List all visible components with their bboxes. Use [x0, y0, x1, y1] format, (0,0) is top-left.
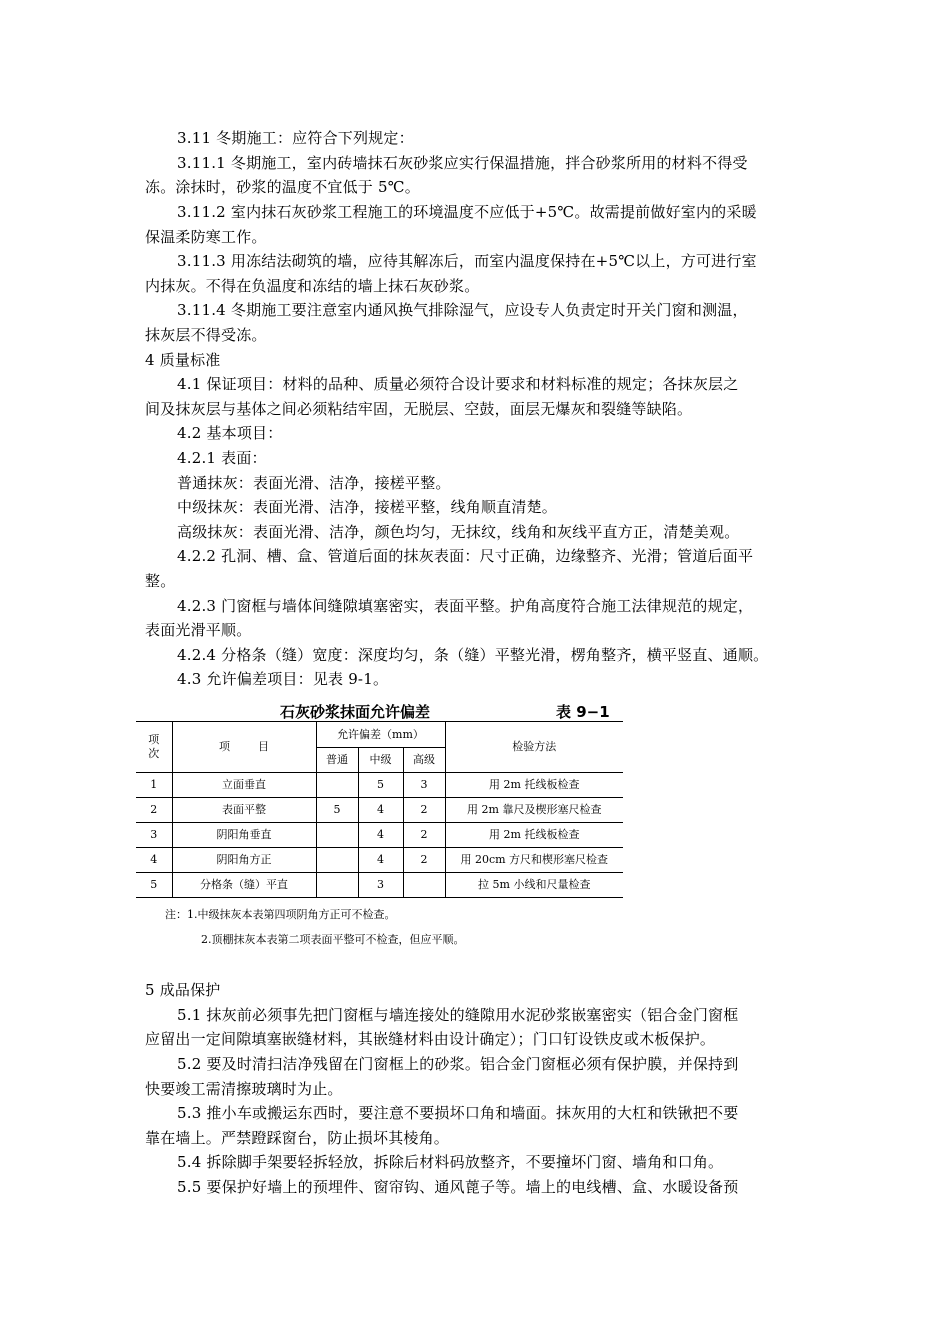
header-no: 项 次: [136, 722, 172, 773]
header-item: 项 目: [172, 722, 316, 773]
cell-medium: 4: [358, 848, 403, 873]
cell-item: 表面平整: [172, 798, 316, 823]
text-line: 中级抹灰：表面光滑、洁净，接槎平整，线角顺直清楚。: [177, 498, 558, 516]
header-normal: 普通: [316, 748, 358, 773]
cell-no: 1: [136, 773, 172, 798]
text-line: 4.2.2 孔洞、槽、盒、管道后面的抹灰表面：尺寸正确，边缘整齐、光滑；管道后面平: [177, 547, 754, 565]
cell-no: 5: [136, 873, 172, 898]
header-method: 检验方法: [445, 722, 623, 773]
table-row: [136, 773, 623, 798]
text-line: 4.2.1 表面：: [177, 449, 267, 467]
cell-normal: [316, 873, 358, 898]
text-line: 4.1 保证项目：材料的品种、质量必须符合设计要求和材料标准的规定；各抹灰层之: [177, 375, 739, 393]
cell-normal: [316, 848, 358, 873]
text-line: 3.11 冬期施工：应符合下列规定：: [177, 129, 414, 147]
text-line: 表面光滑平顺。: [145, 621, 252, 639]
text-line: 5.2 要及时清扫洁净残留在门窗框上的砂浆。铝合金门窗框必须有保护膜，并保持到: [177, 1055, 739, 1073]
text-line: 应留出一定间隙填塞嵌缝材料，其嵌缝材料由设计确定）；门口钉设铁皮或木板保护。: [145, 1030, 716, 1048]
text-line: 冻。涂抹时，砂浆的温度不宜低于 5℃。: [145, 178, 420, 196]
header-tolerance: 允许偏差（mm）: [316, 722, 445, 748]
table-row: [136, 798, 623, 823]
text-line: 快要竣工需清擦玻璃时为止。: [145, 1080, 343, 1098]
table-note: 2.顶棚抹灰本表第二项表面平整可不检查，但应平顺。: [201, 933, 465, 946]
text-line: 4.2.3 门窗框与墙体间缝隙填塞密实，表面平整。护角高度符合施工法律规范的规定，: [177, 597, 754, 615]
section-heading: 4 质量标准: [145, 351, 221, 369]
table-title: 石灰砂浆抹面允许偏差: [280, 703, 431, 721]
cell-item: 阴阳角方正: [172, 848, 316, 873]
text-line: 3.11.1 冬期施工，室内砖墙抹石灰砂浆应实行保温措施，拌合砂浆所用的材料不得受: [177, 154, 748, 172]
table-header-row: [136, 722, 623, 748]
cell-item: 阴阳角垂直: [172, 823, 316, 848]
cell-medium: 5: [358, 773, 403, 798]
cell-method: 用 2m 托线板检查: [445, 773, 623, 798]
text-line: 5.5 要保护好墙上的预埋件、窗帘钩、通风蓖子等。墙上的电线槽、盒、水暖设备预: [177, 1178, 739, 1196]
cell-normal: 5: [316, 798, 358, 823]
cell-medium: 3: [358, 873, 403, 898]
text-line: 抹灰层不得受冻。: [145, 326, 267, 344]
cell-normal: [316, 823, 358, 848]
table-number: 表 9−1: [556, 703, 610, 721]
text-line: 3.11.2 室内抹石灰砂浆工程施工的环境温度不应低于+5℃。故需提前做好室内的采暖: [177, 203, 757, 221]
text-line: 普通抹灰：表面光滑、洁净，接槎平整。: [177, 474, 451, 492]
cell-item: 立面垂直: [172, 773, 316, 798]
table-row: [136, 873, 623, 898]
section-heading: 5 成品保护: [145, 981, 221, 999]
text-line: 间及抹灰层与基体之间必须粘结牢固，无脱层、空鼓，面层无爆灰和裂缝等缺陷。: [145, 400, 693, 418]
text-line: 3.11.3 用冻结法砌筑的墙，应待其解冻后，而室内温度保持在+5℃以上，方可进行室: [177, 252, 757, 270]
text-line: 靠在墙上。严禁蹬踩窗台，防止损坏其棱角。: [145, 1129, 450, 1147]
header-high: 高级: [403, 748, 445, 773]
text-line: 5.4 拆除脚手架要轻拆轻放，拆除后材料码放整齐，不要撞坏门窗、墙角和口角。: [177, 1153, 724, 1171]
cell-no: 4: [136, 848, 172, 873]
table-row: [136, 823, 623, 848]
text-line: 保温柔防寒工作。: [145, 228, 267, 246]
cell-high: 2: [403, 798, 445, 823]
text-line: 高级抹灰：表面光滑、洁净，颜色均匀，无抹纹，线角和灰线平直方正，清楚美观。: [177, 523, 740, 541]
text-line: 内抹灰。不得在负温度和冻结的墙上抹石灰砂浆。: [145, 277, 480, 295]
cell-high: [403, 873, 445, 898]
cell-method: 用 2m 托线板检查: [445, 823, 623, 848]
text-line: 4.2 基本项目：: [177, 424, 283, 442]
cell-normal: [316, 773, 358, 798]
text-line: 3.11.4 冬期施工要注意室内通风换气排除湿气，应设专人负责定时开关门窗和测温，: [177, 301, 748, 319]
text-line: 整。: [145, 572, 176, 590]
text-line: 4.2.4 分格条（缝）宽度：深度均匀，条（缝）平整光滑，楞角整齐，横平竖直、通顺。: [177, 646, 769, 664]
text-line: 5.1 抹灰前必须事先把门窗框与墙连接处的缝隙用水泥砂浆嵌塞密实（铝合金门窗框: [177, 1006, 739, 1024]
cell-item: 分格条（缝）平直: [172, 873, 316, 898]
cell-method: 用 20cm 方尺和楔形塞尺检查: [445, 848, 623, 873]
cell-medium: 4: [358, 823, 403, 848]
table-row: [136, 848, 623, 873]
cell-no: 3: [136, 823, 172, 848]
text-line: 4.3 允许偏差项目：见表 9-1。: [177, 670, 389, 688]
cell-high: 3: [403, 773, 445, 798]
cell-method: 用 2m 靠尺及楔形塞尺检查: [445, 798, 623, 823]
cell-method: 拉 5m 小线和尺量检查: [445, 873, 623, 898]
cell-high: 2: [403, 823, 445, 848]
deviation-table: [136, 721, 623, 898]
cell-no: 2: [136, 798, 172, 823]
header-medium: 中级: [358, 748, 403, 773]
table-note: 注：1.中级抹灰本表第四项阴角方正可不检查。: [165, 908, 396, 921]
text-line: 5.3 推小车或搬运东西时，要注意不要损坏口角和墙面。抹灰用的大杠和铁锹把不要: [177, 1104, 739, 1122]
cell-medium: 4: [358, 798, 403, 823]
cell-high: 2: [403, 848, 445, 873]
